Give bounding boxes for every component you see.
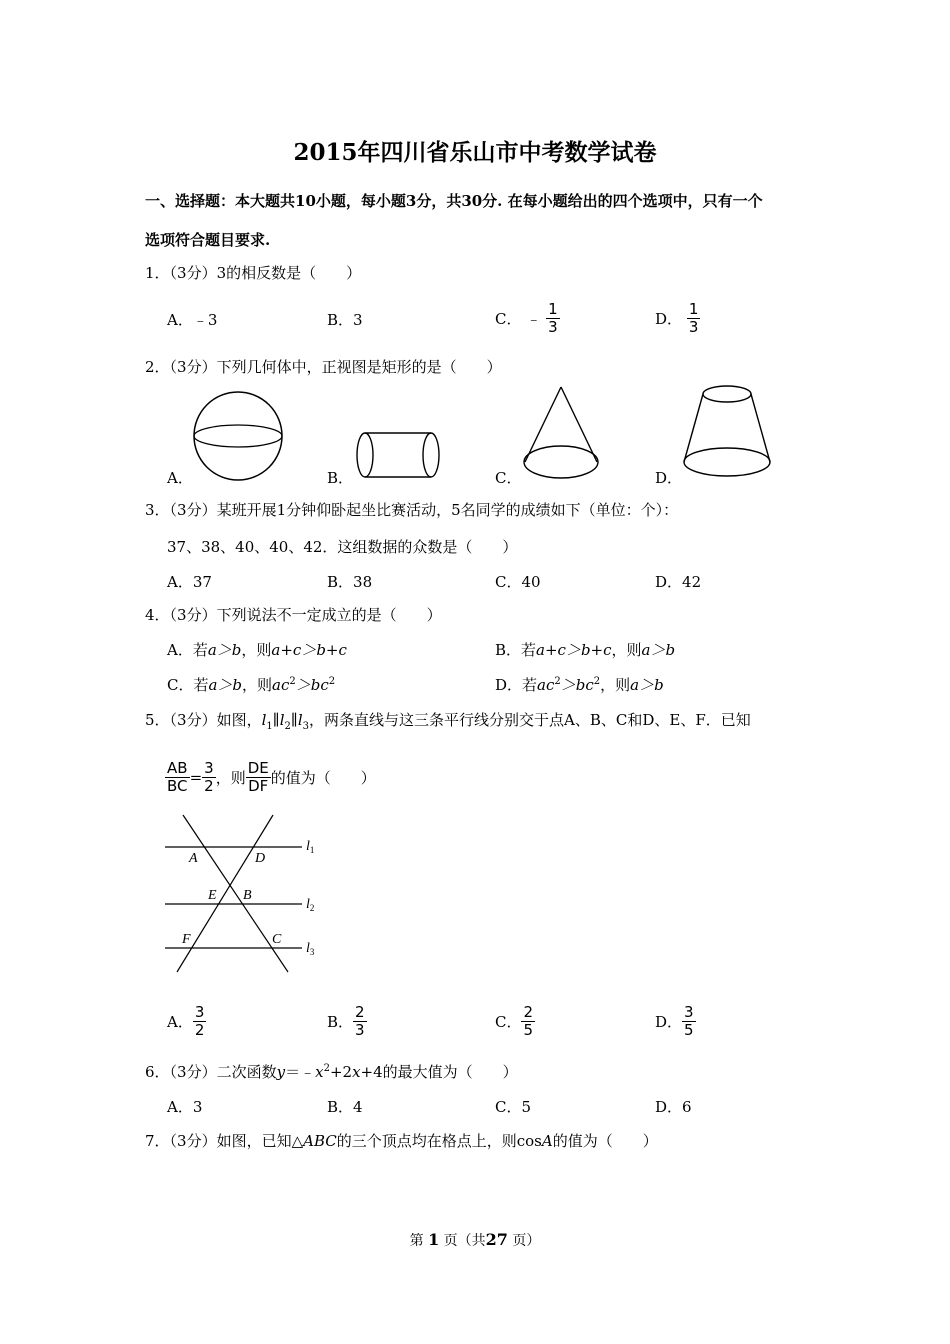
point-e-label: E (208, 888, 217, 903)
q2-option-c: C． (495, 469, 522, 487)
q5-option-c: C． $\frac{2}{5}$ (495, 1003, 534, 1039)
question-3-stem: 3．（3分）某班开展1分钟仰卧起坐比赛活动，5名同学的成绩如下（单位：个）： (145, 501, 679, 519)
q5-option-b: B． $\frac{2}{3}$ (327, 1003, 365, 1039)
point-f-label: F (182, 932, 191, 947)
sphere-figure (192, 390, 287, 485)
line-l3-label: $l_3$ (306, 941, 315, 957)
question-2-stem: 2．（3分）下列几何体中，正视图是矩形的是（ ） (145, 358, 502, 376)
q5-option-d: D． $\frac{3}{5}$ (655, 1003, 694, 1039)
q3-option-a: A．37 (167, 573, 212, 591)
q6-option-b: B．4 (327, 1098, 363, 1116)
cone-figure (522, 385, 604, 485)
point-b-label: B (243, 888, 252, 903)
q4-option-b: B．若a+c＞b+c，则a＞b (495, 641, 676, 659)
q6-option-a: A．3 (167, 1098, 203, 1116)
question-3-stem-line2: 37、38、40、40、42．这组数据的众数是（ ） (167, 538, 518, 556)
page-number: 1 (428, 1230, 440, 1249)
q6-option-d: D．6 (655, 1098, 692, 1116)
q1-option-c: C． ﹣ $\frac{1}{3}$ (495, 300, 558, 336)
point-c-label: C (272, 932, 282, 947)
q4-option-c: C．若a＞b，则$ac^2>bc^2$ (167, 676, 336, 694)
q1-option-d: D． $\frac{1}{3}$ (655, 300, 699, 336)
cylinder-figure (355, 430, 445, 480)
page-footer: 第 1 页（共27 页） (409, 1230, 541, 1249)
question-5-stem: 5．（3分）如图，$l_1\parallel l_2\parallel l_3$，两条直线与这三条平行线分别交于点A、B、C和D、E、F．已知 (145, 711, 751, 732)
q3-option-b: B．38 (327, 573, 373, 591)
page-total: 27 (485, 1230, 508, 1249)
q2-option-d: D． (655, 469, 683, 487)
question-6-stem: 6．（3分）二次函数$y=﹣x^2+2x+4$的最大值为（ ） (145, 1063, 518, 1081)
question-4-stem: 4．（3分）下列说法不一定成立的是（ ） (145, 606, 442, 624)
q1-option-b: B．3 (327, 311, 363, 329)
q2-option-a: A． (167, 469, 193, 487)
question-5-condition: $\frac{AB}{BC}$ = $\frac{3}{2}$ ，则 $\frac{DE}{DF}$ 的值为（ ） (167, 759, 376, 795)
question-7-stem: 7．（3分）如图，已知△ABC的三个顶点均在格点上，则cosA的值为（ ） (145, 1132, 658, 1150)
q5-option-a: A． $\frac{3}{2}$ (167, 1003, 205, 1039)
page-title: 2015年四川省乐山市中考数学试卷 (293, 139, 657, 166)
q1-option-a: A．﹣3 (167, 311, 218, 329)
line-l1-label: $l_1$ (306, 839, 315, 855)
question-1-stem: 1．（3分）3的相反数是（ ） (145, 264, 362, 282)
point-a-label: A (189, 851, 198, 866)
q3-option-c: C．40 (495, 573, 541, 591)
section-heading-line2: 选项符合题目要求. (145, 231, 271, 249)
q4-option-a: A．若a＞b，则a+c＞b+c (167, 641, 347, 659)
q2-option-b: B． (327, 469, 354, 487)
q3-option-d: D．42 (655, 573, 702, 591)
line-l2-label: $l_2$ (306, 897, 315, 913)
parallel-lines-figure (160, 810, 335, 980)
section-heading: 一、选择题：本大题共10小题，每小题3分，共30分. 在每小题给出的四个选项中，只有一个 (145, 192, 763, 210)
q6-option-c: C．5 (495, 1098, 532, 1116)
q4-option-d: D．若$ac^2>bc^2$，则a＞b (495, 676, 664, 694)
point-d-label: D (255, 851, 266, 866)
frustum-figure (680, 382, 775, 482)
